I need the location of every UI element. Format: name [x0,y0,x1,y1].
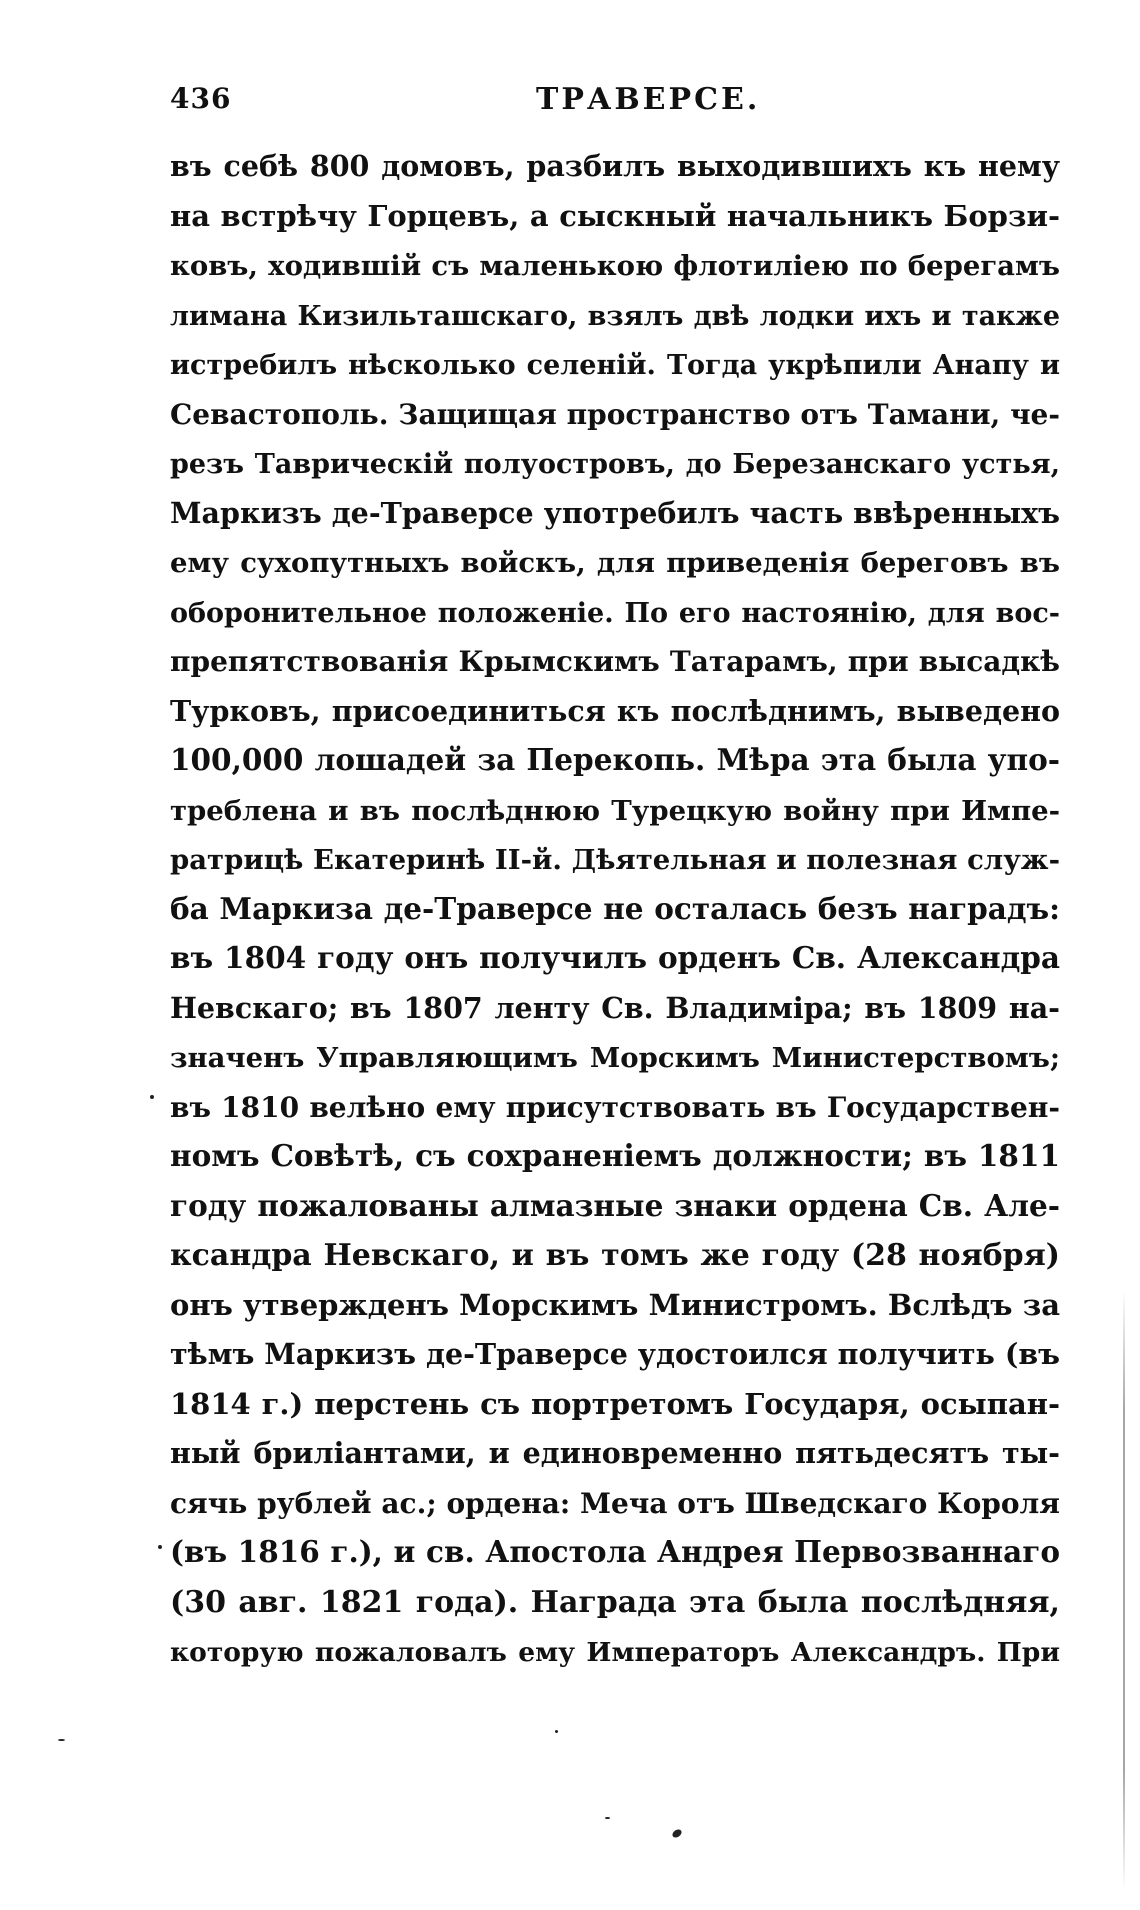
text-line: онъ утвержденъ Морскимъ Министромъ. Вслѣдъ за [170,1287,1060,1322]
page-header [170,82,1060,122]
page-number: 436 [170,82,232,115]
text-line: номъ Совѣтѣ, съ сохраненіемъ должности; въ 1811 [170,1138,1060,1173]
ink-speck [58,1739,65,1741]
text-line: препятствованія Крымскимъ Татарамъ, при высадкѣ [170,645,1060,678]
text-line: (въ 1816 г.), и св. Апостола Андрея Первозваннаго [170,1534,1060,1569]
text-line: въ 1810 велѣно ему присутствовать въ Государствен- [170,1090,1060,1124]
text-line: тѣмъ Маркизъ де-Траверсе удостоился получить (въ [170,1337,1060,1371]
text-line: Невскаго; въ 1807 ленту Св. Владиміра; въ 1809 на- [170,990,1060,1025]
ink-speck [150,1095,154,1099]
text-line: (30 авг. 1821 года). Награда эта была послѣдняя, [170,1584,1060,1620]
text-line: году пожалованы алмазные знаки ордена Св. Але- [170,1187,1060,1223]
text-line: 1814 г.) перстень съ портретомъ Государя, осыпан- [170,1386,1060,1421]
ink-speck [671,1828,683,1839]
text-line: ратрицѣ Екатеринѣ II-й. Дѣятельная и полезная служ- [170,844,1060,876]
text-line: оборонительное положеніе. По его настоянію, для вос- [170,597,1060,629]
text-line: ный бриліантами, и единовременно пятьдесятъ ты- [170,1436,1060,1470]
text-line: истребилъ нѣсколько селеній. Тогда укрѣпили Анапу и [170,350,1060,381]
text-line: Маркизъ де-Траверсе употребилъ часть ввѣренныхъ [170,495,1060,530]
text-line: Севастополь. Защищая пространство отъ Тамани, че- [170,397,1060,431]
body-text [170,140,1060,1675]
text-line: треблена и въ послѣднюю Турецкую войну при Импе- [170,794,1060,827]
text-line: ковъ, ходившій съ маленькою флотиліею по берегамъ [170,250,1060,282]
text-line: ему сухопутныхъ войскъ, для приведенія береговъ въ [170,547,1060,579]
running-title: ТРАВЕРСЕ. [536,82,761,117]
text-line: на встрѣчу Горцевъ, а сыскный начальникъ Борзи- [170,198,1060,233]
text-line: ксандра Невскаго, и въ томъ же году (28 ноября) [170,1238,1060,1273]
text-line: которую пожаловалъ ему Императоръ Александръ. При [170,1637,1060,1668]
text-line: Турковъ, присоединиться къ послѣднимъ, выведено [170,693,1060,728]
text-line: значенъ Управляющимъ Морскимъ Министерствомъ; [170,1042,1060,1074]
ink-speck [555,1730,558,1733]
text-line: резъ Таврическій полуостровъ, до Березанскаго устья, [170,449,1060,480]
text-line: лимана Кизильташскаго, взялъ двѣ лодки ихъ и также [170,300,1060,332]
ink-speck [605,1817,610,1819]
text-line: 100,000 лошадей за Перекопь. Мѣра эта была упо- [170,742,1060,777]
ink-speck [158,1545,162,1549]
text-line: въ себѣ 800 домовъ, разбилъ выходившихъ къ нему [170,149,1060,183]
text-line: сячь рублей ас.; ордена: Меча отъ Шведскаго Короля [170,1486,1060,1520]
text-line: въ 1804 году онъ получилъ орденъ Св. Александра [170,940,1060,975]
scan-edge-line [1123,1290,1125,1890]
text-line: ба Маркиза де-Траверсе не осталась безъ наградъ: [170,890,1060,926]
